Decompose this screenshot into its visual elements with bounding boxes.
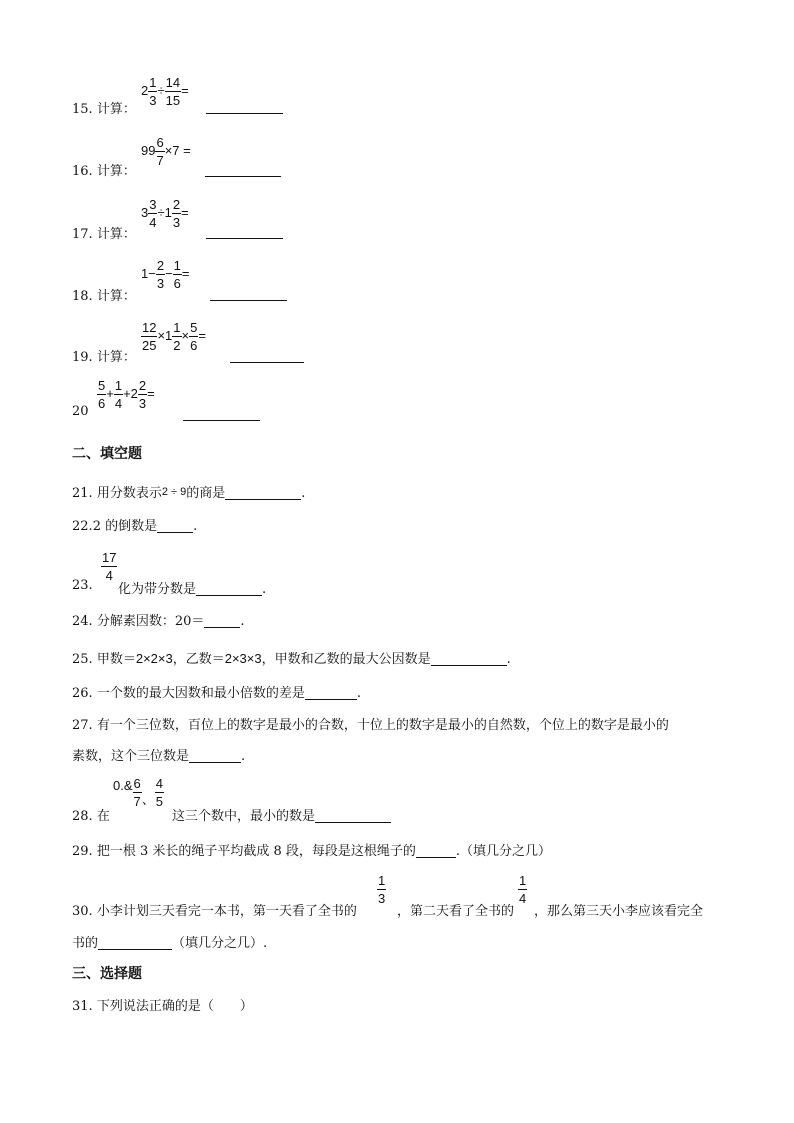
question-18: 18. 计算：: [72, 289, 136, 304]
question-19: 19. 计算：: [72, 350, 136, 365]
expression-19: $\frac{12}{25}$ ×1 $\frac{1}{2}$ × $\frac{5}{6}$ =: [142, 320, 206, 353]
fraction: $\frac{1}{6}$: [173, 258, 181, 291]
answer-blank-30[interactable]: [98, 948, 172, 950]
question-22: 22.2 的倒数是 .: [72, 519, 198, 534]
fraction: $\frac{5}{6}$: [98, 378, 106, 411]
question-20: 20: [72, 404, 89, 419]
section-heading-fill: 二、填空题: [72, 446, 142, 462]
expression-20: $\frac{5}{6}$ + $\frac{1}{4}$ +2 $\frac{2}{3}$ =: [98, 378, 155, 411]
fraction: $\frac{1}{2}$: [173, 320, 181, 353]
question-21: 21. 用分数表示2 ÷ 9的商是 .: [72, 486, 306, 501]
question-30-line2: 书的 （填几分之几）.: [72, 936, 268, 951]
expression-28: 0.& $\frac{6}{7}$ 、 $\frac{4}{5}$: [113, 776, 163, 809]
fraction: $\frac{1}{4}$: [114, 378, 123, 411]
answer-blank-26[interactable]: [305, 698, 357, 700]
question-23: 23.: [72, 578, 93, 593]
answer-blank-16[interactable]: [205, 175, 281, 177]
question-25: 25. 甲数＝2×2×3，乙数＝2×3×3，甲数和乙数的最大公因数是 .: [72, 651, 511, 667]
expression-15: 2 $\frac{1}{3}$ ÷ $\frac{14}{15}$ =: [141, 75, 189, 108]
question-28: 28. 在: [72, 809, 110, 824]
fraction: $\frac{2}{3}$: [138, 378, 147, 411]
question-23-text: 化为带分数是 .: [118, 582, 267, 597]
answer-blank-28[interactable]: [315, 821, 391, 823]
answer-blank-18[interactable]: [210, 299, 287, 301]
answer-blank-25[interactable]: [431, 664, 507, 666]
answer-blank-17[interactable]: [206, 237, 283, 239]
fraction-30b: $\frac{1}{4}$: [519, 873, 527, 906]
expression-18: 1− $\frac{2}{3}$ − $\frac{1}{6}$ =: [141, 258, 190, 291]
fraction: $\frac{3}{4}$: [149, 197, 157, 230]
answer-blank-22[interactable]: [157, 531, 193, 533]
question-28-text: 这三个数中，最小的数是: [172, 805, 391, 824]
fraction: $\frac{6}{7}$: [156, 135, 164, 168]
question-31: 31. 下列说法正确的是（ ）: [72, 999, 253, 1014]
question-27: 27. 有一个三位数，百位上的数字是最小的合数，十位上的数字是最小的自然数，个位上的数字是最小的: [72, 718, 669, 733]
question-15: 15. 计算：: [72, 102, 136, 117]
answer-blank-24[interactable]: [204, 626, 240, 628]
question-27-line2: 素数，这个三位数是 .: [72, 749, 246, 764]
question-17: 17. 计算：: [72, 227, 136, 242]
fraction: $\frac{2}{3}$: [172, 197, 181, 230]
answer-blank-20[interactable]: [183, 419, 260, 421]
fraction: $\frac{12}{25}$: [142, 320, 157, 353]
section-heading-choice: 三、选择题: [72, 966, 142, 982]
question-26: 26. 一个数的最大因数和最小倍数的差是 .: [72, 686, 361, 701]
fraction-30a: $\frac{1}{3}$: [378, 873, 386, 906]
question-30-end: ，那么第三天小李应该看完全: [534, 904, 704, 919]
fraction: $\frac{5}{6}$: [190, 320, 198, 353]
question-30: 30. 小李计划三天看完一本书，第一天看了全书的: [72, 904, 357, 919]
answer-blank-21[interactable]: [225, 498, 301, 500]
fraction: $\frac{1}{3}$: [149, 75, 157, 108]
fraction: $\frac{2}{3}$: [156, 258, 165, 291]
answer-blank-29[interactable]: [416, 856, 456, 858]
expression-17: 3 $\frac{3}{4}$ ÷1 $\frac{2}{3}$ =: [141, 197, 189, 230]
question-29: 29. 把一根 3 米长的绳子平均截成 8 段，每段是这根绳子的 .（填几分之几）: [72, 844, 552, 859]
answer-blank-15[interactable]: [206, 112, 283, 114]
question-24: 24. 分解素因数：20＝ .: [72, 614, 245, 629]
question-30-mid: ，第二天看了全书的: [397, 904, 515, 919]
answer-blank-19[interactable]: [230, 361, 304, 363]
fraction: $\frac{14}{15}$: [165, 75, 181, 108]
answer-blank-27[interactable]: [189, 761, 241, 763]
fraction-23: $\frac{17}{4}$: [102, 550, 117, 583]
answer-blank-23[interactable]: [196, 594, 262, 596]
question-16: 16. 计算：: [72, 164, 136, 179]
expression-16: 99 $\frac{6}{7}$ ×7 =: [141, 135, 191, 168]
